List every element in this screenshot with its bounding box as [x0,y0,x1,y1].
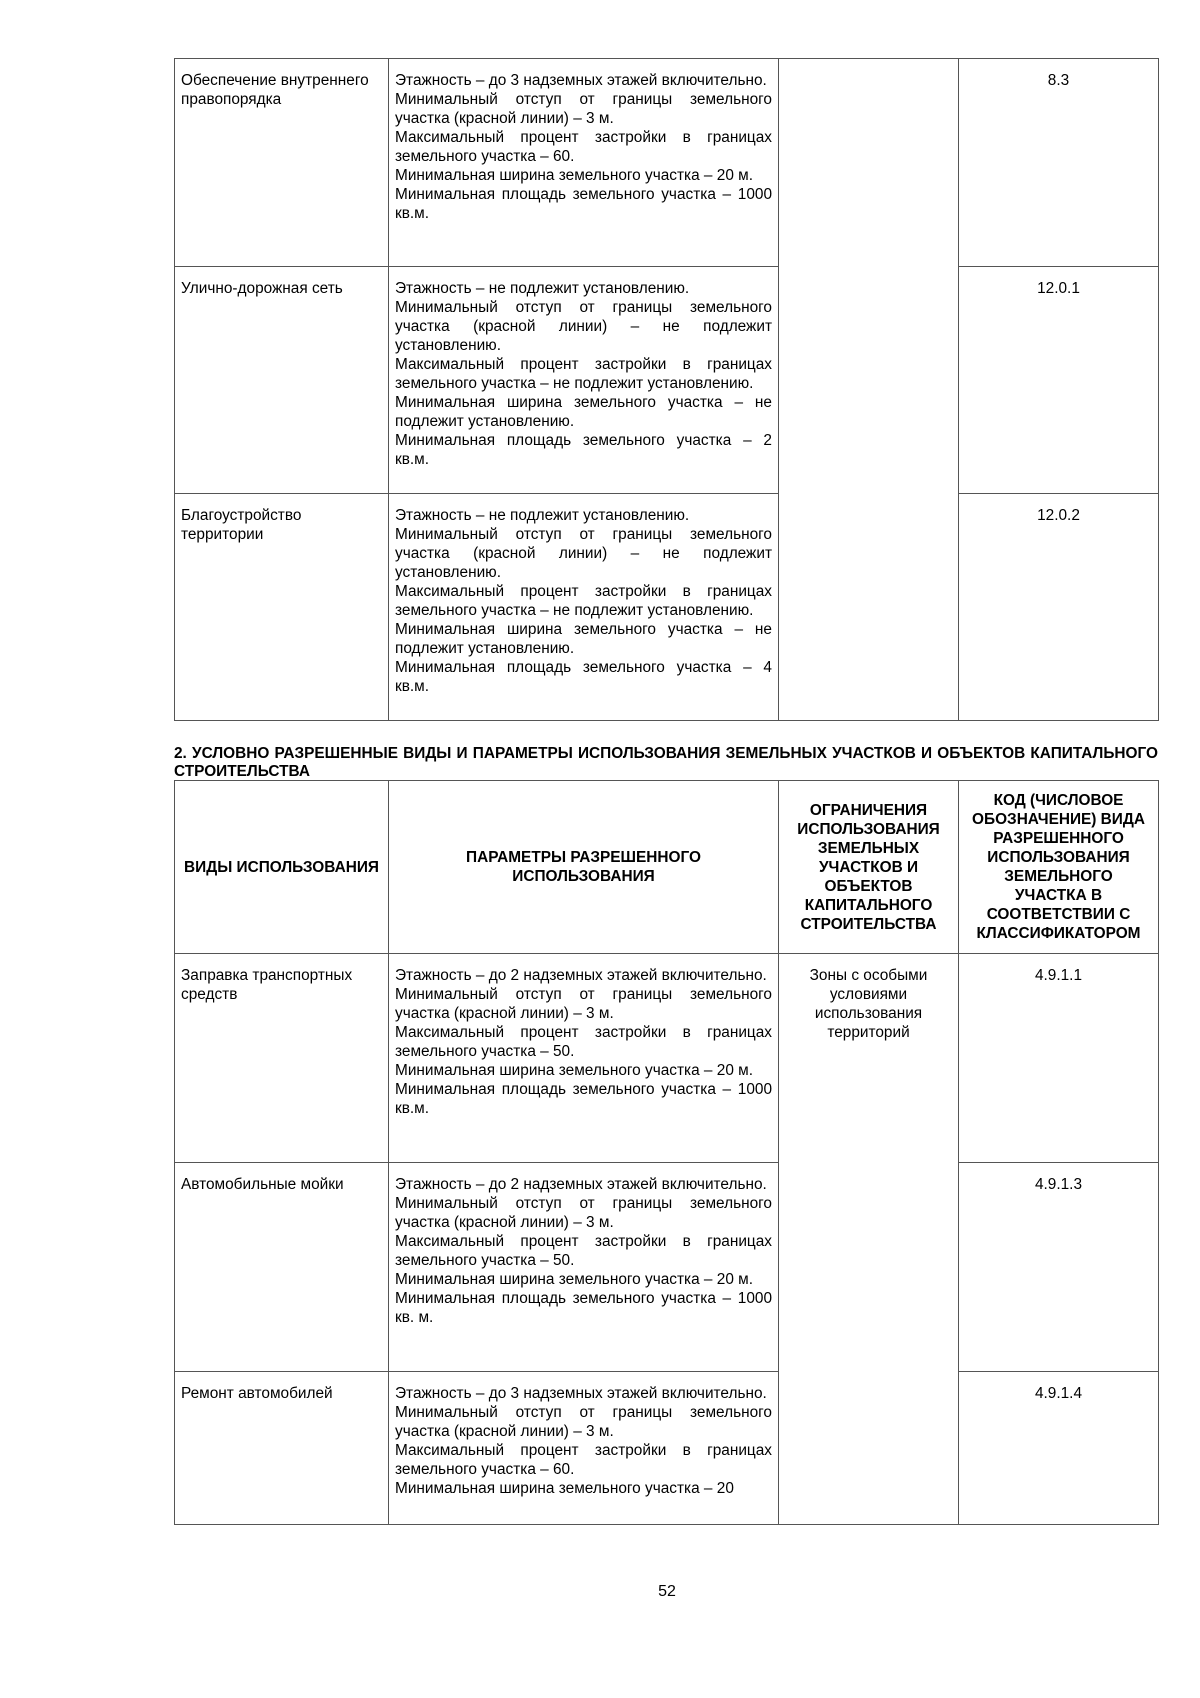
params-cell [389,954,779,1163]
param-line: Минимальная ширина земельного участка – 20 [395,1480,734,1497]
use-type-cell: Улично-дорожная сеть [175,267,389,494]
param-line: Минимальный отступ от границы земельного участка (красной линии) – 3 м. [395,986,772,1022]
section-title: 2. УСЛОВНО РАЗРЕШЕННЫЕ ВИДЫ И ПАРАМЕТРЫ ИСПОЛЬЗОВАНИЯ ЗЕМЕЛЬНЫХ УЧАСТКОВ И ОБЪЕКТОВ КАПИТАЛЬНОГО СТРОИТЕЛЬСТВА [174,745,1158,780]
param-line: Минимальная площадь земельного участка – 1000 кв.м. [395,1081,772,1117]
param-line: Этажность – не подлежит установлению. [395,280,690,297]
param-line: Максимальный процент застройки в границах земельного участка – 50. [395,1233,772,1269]
header-code: КОД (ЧИСЛОВОЕ ОБОЗНАЧЕНИЕ) ВИДА РАЗРЕШЕННОГО ИСПОЛЬЗОВАНИЯ ЗЕМЕЛЬНОГО УЧАСТКА В СООТВЕТСТВИИ С КЛАССИФИКАТОРОМ [959,781,1159,954]
param-line: Минимальная ширина земельного участка – 20 м. [395,1271,754,1288]
param-line: Минимальная площадь земельного участка – 1000 кв.м. [395,186,772,222]
param-line: Максимальный процент застройки в границах земельного участка – 50. [395,1024,772,1060]
table-row [175,494,1159,721]
restrictions-cell: Зоны с особыми условиями использования территорий [779,954,959,1525]
param-line: Минимальная площадь земельного участка – 4 кв.м. [395,659,772,695]
param-line: Этажность – до 2 надземных этажей включительно. [395,1176,767,1193]
code-cell: 8.3 [959,59,1159,267]
table-row [175,267,1159,494]
use-type-cell: Благоустройство территории [175,494,389,721]
use-type-cell: Ремонт автомобилей [175,1372,389,1525]
table-row [175,954,1159,1163]
continuation-table [174,58,1159,721]
params-cell [389,267,779,494]
code-cell: 4.9.1.1 [959,954,1159,1163]
param-line: Максимальный процент застройки в границах земельного участка – не подлежит установлению. [395,356,772,392]
table-row [175,59,1159,267]
param-line: Этажность – до 2 надземных этажей включительно. [395,967,767,984]
param-line: Этажность – не подлежит установлению. [395,507,690,524]
param-line: Этажность – до 3 надземных этажей включительно. [395,72,767,89]
table-row [175,1372,1159,1525]
param-line: Максимальный процент застройки в границах земельного участка – 60. [395,1442,772,1478]
param-line: Минимальный отступ от границы земельного участка (красной линии) – не подлежит установлению. [395,526,772,581]
param-line: Максимальный процент застройки в границах земельного участка – 60. [395,129,772,165]
use-type-cell: Заправка транспортных средств [175,954,389,1163]
param-line: Этажность – до 3 надземных этажей включительно. [395,1385,767,1402]
param-line: Минимальный отступ от границы земельного участка (красной линии) – 3 м. [395,1195,772,1231]
page-number: 52 [658,1583,676,1600]
params-cell [389,59,779,267]
params-cell [389,1372,779,1525]
code-cell: 4.9.1.4 [959,1372,1159,1525]
restrictions-cell [779,59,959,721]
params-cell [389,1163,779,1372]
param-line: Максимальный процент застройки в границах земельного участка – не подлежит установлению. [395,583,772,619]
use-type-cell: Автомобильные мойки [175,1163,389,1372]
use-type-cell: Обеспечение внутреннего правопорядка [175,59,389,267]
code-cell: 12.0.1 [959,267,1159,494]
param-line: Минимальный отступ от границы земельного участка (красной линии) – не подлежит установлению. [395,299,772,354]
param-line: Минимальная площадь земельного участка – 2 кв.м. [395,432,772,468]
param-line: Минимальный отступ от границы земельного участка (красной линии) – 3 м. [395,91,772,127]
param-line: Минимальная ширина земельного участка – 20 м. [395,1062,754,1079]
param-line: Минимальная ширина земельного участка – 20 м. [395,167,754,184]
header-types: ВИДЫ ИСПОЛЬЗОВАНИЯ [175,781,389,954]
conditional-uses-table [174,780,1159,1525]
param-line: Минимальная ширина земельного участка – не подлежит установлению. [395,621,772,657]
header-restrictions: ОГРАНИЧЕНИЯ ИСПОЛЬЗОВАНИЯ ЗЕМЕЛЬНЫХ УЧАСТКОВ И ОБЪЕКТОВ КАПИТАЛЬНОГО СТРОИТЕЛЬСТВА [779,781,959,954]
code-cell: 4.9.1.3 [959,1163,1159,1372]
param-line: Минимальный отступ от границы земельного участка (красной линии) – 3 м. [395,1404,772,1440]
param-line: Минимальная ширина земельного участка – не подлежит установлению. [395,394,772,430]
params-cell [389,494,779,721]
table-row [175,1163,1159,1372]
code-cell: 12.0.2 [959,494,1159,721]
header-params: ПАРАМЕТРЫ РАЗРЕШЕННОГО ИСПОЛЬЗОВАНИЯ [389,781,779,954]
table-header-row [175,781,1159,954]
param-line: Минимальная площадь земельного участка – 1000 кв. м. [395,1290,772,1326]
